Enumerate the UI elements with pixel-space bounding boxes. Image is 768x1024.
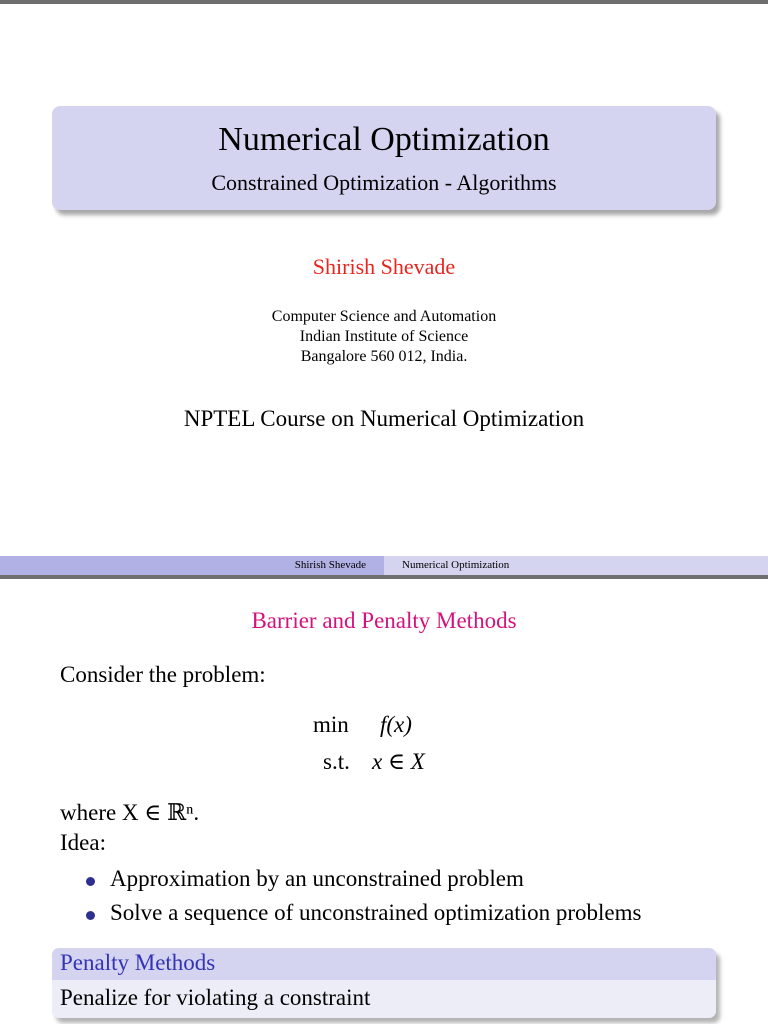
presentation-subtitle: Constrained Optimization - Algorithms: [211, 170, 557, 195]
st-label: s.t.: [323, 749, 350, 774]
block-body: Penalize for violating a constraint: [60, 985, 371, 1010]
footer-author: Shirish Shevade: [294, 559, 366, 571]
frame-title: Barrier and Penalty Methods: [251, 608, 517, 633]
author-name: Shirish Shevade: [312, 254, 456, 279]
where-line: where X ∈ ℝⁿ.: [60, 800, 200, 825]
title-box: [52, 106, 716, 210]
bullet-item-2: Solve a sequence of unconstrained optimization problems: [110, 900, 642, 925]
footer-author-section: [0, 556, 384, 575]
slide-footer: [0, 556, 768, 575]
penalty-methods-block: [52, 948, 716, 1018]
objective-function: f(x): [380, 712, 412, 737]
block-title: Penalty Methods: [60, 950, 216, 975]
affiliation-line-2: Indian Institute of Science: [299, 328, 469, 345]
bullet-item-1: Approximation by an unconstrained problem: [110, 866, 524, 891]
intro-text: Consider the problem:: [60, 662, 266, 687]
min-label: min: [313, 712, 349, 737]
idea-label: Idea:: [60, 830, 106, 855]
presentation-title: Numerical Optimization: [218, 121, 550, 158]
course-name: NPTEL Course on Numerical Optimization: [183, 406, 585, 431]
footer-title: Numerical Optimization: [402, 559, 510, 571]
constraint-expression: x ∈ X: [372, 749, 425, 774]
bullet-icon: [86, 911, 95, 920]
affiliation-line-3: Bangalore 560 012, India.: [300, 348, 468, 365]
affiliation-line-1: Computer Science and Automation: [271, 308, 497, 325]
slide-divider: [0, 575, 768, 579]
bullet-icon: [86, 877, 95, 886]
top-rule: [0, 0, 768, 4]
block-header: [52, 948, 716, 980]
